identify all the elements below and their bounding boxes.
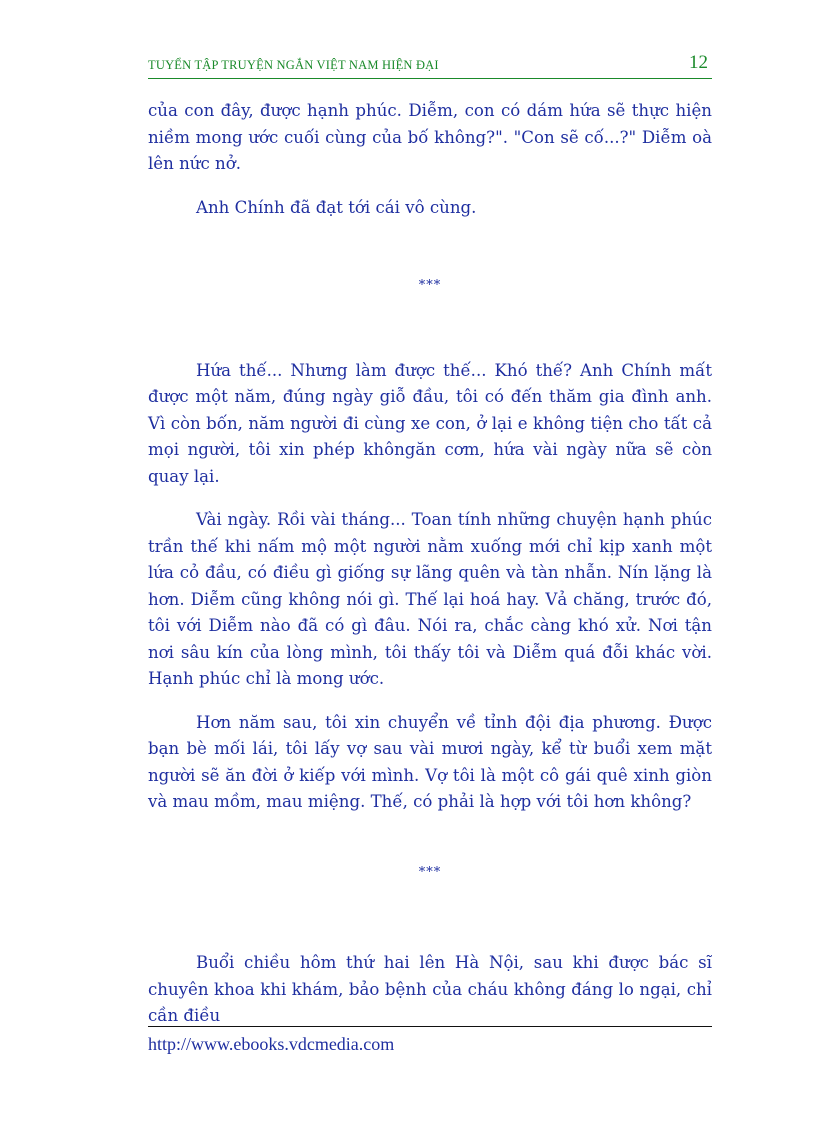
paragraph-1: của con đây, được hạnh phúc. Diễm, con có dám hứa sẽ thực hiện niềm mong ước cuối cùng của bố không?". "Con sẽ cố...?" Diễm oà lên nức nở.: [148, 101, 712, 173]
paragraph-4: Vài ngày. Rồi vài tháng... Toan tính những chuyện hạnh phúc trần thế khi nấm mộ một người nằm xuống mới chỉ kịp xanh một lứa cỏ đầu, có điều gì giống sự lãng quên và tàn nhẫn. Nín lặng là hơn. Diễm cũng không nói gì. Thế lại hoá hay. Vả chăng, trước đó, tôi với Diễm nào đã có gì đâu. Nói ra, chắc càng khó xử. Nơi tận nơi sâu kín của lòng mình, tôi thấy tôi và Diễm quá đỗi khác vời. Hạnh phúc chỉ là mong ước.: [148, 510, 712, 688]
paragraph-2: Anh Chính đã đạt tới cái vô cùng.: [196, 197, 477, 217]
section-separator: ***: [418, 278, 442, 293]
page-number: 12: [689, 52, 708, 73]
page-header: [148, 52, 712, 78]
section-separator: ***: [418, 864, 442, 880]
footer-divider: [148, 1026, 712, 1027]
story-body: [148, 98, 712, 1047]
paragraph-6: Buổi chiều hôm thứ hai lên Hà Nội, sau khi được bác sĩ chuyên khoa khi khám, bảo bệnh của cháu không đáng lo ngại, chỉ cần điều: [148, 953, 712, 1025]
header-divider: [148, 78, 712, 79]
book-title: TUYỂN TẬP TRUYỆN NGẮN VIỆT NAM HIỆN ĐẠI: [148, 58, 439, 72]
paragraph-5: Hơn năm sau, tôi xin chuyển về tỉnh đội địa phương. Được bạn bè mối lái, tôi lấy vợ sau vài mươi ngày, kể từ buổi xem mặt người sẽ ăn đời ở kiếp với mình. Vợ tôi là một cô gái quê xinh giòn và mau mồm, mau miệng. Thế, có phải là hợp với tôi hơn không?: [148, 712, 712, 811]
ebook-site-link[interactable]: http://www.ebooks.vdcmedia.com: [148, 1034, 395, 1054]
paragraph-3: Hứa thế... Nhưng làm được thế... Khó thế? Anh Chính mất được một năm, đúng ngày giỗ đầu, tôi có đến thăm gia đình anh. Vì còn bốn, năm người đi cùng xe con, ở lại e không tiện cho tất cả mọi người, tôi xin phép khôngăn cơm, hứa vài ngày nữa sẽ còn quay lại.: [148, 360, 712, 486]
